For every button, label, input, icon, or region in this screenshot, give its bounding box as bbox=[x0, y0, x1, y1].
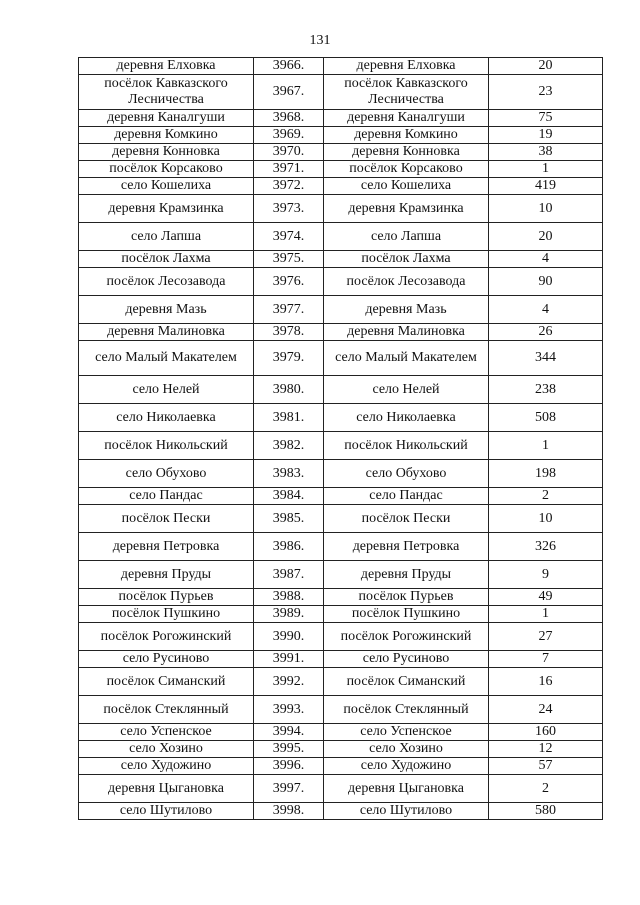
row-index-cell: 3966. bbox=[254, 58, 324, 75]
table-row bbox=[79, 533, 603, 561]
row-index-cell: 3968. bbox=[254, 110, 324, 127]
row-index-cell: 3986. bbox=[254, 533, 324, 561]
table-row bbox=[79, 589, 603, 606]
row-index-cell: 3995. bbox=[254, 741, 324, 758]
count-cell: 198 bbox=[489, 460, 603, 488]
settlement-name-cell: село Николаевка bbox=[79, 404, 254, 432]
settlement-name-cell: село Пандас bbox=[79, 488, 254, 505]
table-row bbox=[79, 488, 603, 505]
settlement-name-cell: деревня Комкино bbox=[79, 127, 254, 144]
row-index-cell: 3973. bbox=[254, 195, 324, 223]
row-index-cell: 3970. bbox=[254, 144, 324, 161]
count-cell: 10 bbox=[489, 505, 603, 533]
row-index-cell: 3967. bbox=[254, 75, 324, 110]
settlement-name-cell: посёлок Никольский bbox=[79, 432, 254, 460]
settlement-name-cell: деревня Каналгуши bbox=[79, 110, 254, 127]
table-row bbox=[79, 144, 603, 161]
row-index-cell: 3978. bbox=[254, 324, 324, 341]
settlement-name-cell: посёлок Рогожинский bbox=[79, 623, 254, 651]
locality-name-cell: село Шутилово bbox=[324, 803, 489, 820]
row-index-cell: 3983. bbox=[254, 460, 324, 488]
count-cell: 90 bbox=[489, 268, 603, 296]
count-cell: 419 bbox=[489, 178, 603, 195]
locality-name-cell: посёлок Корсаково bbox=[324, 161, 489, 178]
row-index-cell: 3976. bbox=[254, 268, 324, 296]
table-row bbox=[79, 668, 603, 696]
table-row bbox=[79, 404, 603, 432]
table-row bbox=[79, 651, 603, 668]
count-cell: 24 bbox=[489, 696, 603, 724]
count-cell: 160 bbox=[489, 724, 603, 741]
settlement-name-cell: деревня Елховка bbox=[79, 58, 254, 75]
count-cell: 238 bbox=[489, 376, 603, 404]
table-row bbox=[79, 505, 603, 533]
table-row bbox=[79, 75, 603, 110]
settlement-name-cell: посёлок Корсаково bbox=[79, 161, 254, 178]
settlement-name-cell: село Лапша bbox=[79, 223, 254, 251]
count-cell: 9 bbox=[489, 561, 603, 589]
locality-name-cell: село Кошелиха bbox=[324, 178, 489, 195]
count-cell: 1 bbox=[489, 606, 603, 623]
count-cell: 1 bbox=[489, 161, 603, 178]
count-cell: 1 bbox=[489, 432, 603, 460]
locality-name-cell: село Николаевка bbox=[324, 404, 489, 432]
count-cell: 27 bbox=[489, 623, 603, 651]
locality-name-cell: село Художино bbox=[324, 758, 489, 775]
table-row bbox=[79, 251, 603, 268]
count-cell: 75 bbox=[489, 110, 603, 127]
table-row bbox=[79, 803, 603, 820]
count-cell: 344 bbox=[489, 341, 603, 376]
count-cell: 4 bbox=[489, 251, 603, 268]
row-index-cell: 3982. bbox=[254, 432, 324, 460]
locality-name-cell: деревня Малиновка bbox=[324, 324, 489, 341]
table-row bbox=[79, 58, 603, 75]
locality-name-cell: село Хозино bbox=[324, 741, 489, 758]
settlement-name-cell: деревня Малиновка bbox=[79, 324, 254, 341]
row-index-cell: 3988. bbox=[254, 589, 324, 606]
count-cell: 57 bbox=[489, 758, 603, 775]
row-index-cell: 3981. bbox=[254, 404, 324, 432]
settlement-name-cell: посёлок Кавказского Лесничества bbox=[79, 75, 254, 110]
count-cell: 49 bbox=[489, 589, 603, 606]
settlement-name-cell: посёлок Симанский bbox=[79, 668, 254, 696]
settlements-table bbox=[78, 57, 603, 820]
settlement-name-cell: село Нелей bbox=[79, 376, 254, 404]
table-row bbox=[79, 561, 603, 589]
row-index-cell: 3985. bbox=[254, 505, 324, 533]
settlement-name-cell: деревня Крамзинка bbox=[79, 195, 254, 223]
locality-name-cell: посёлок Пурьев bbox=[324, 589, 489, 606]
count-cell: 20 bbox=[489, 223, 603, 251]
settlement-name-cell: село Успенское bbox=[79, 724, 254, 741]
settlement-name-cell: посёлок Стеклянный bbox=[79, 696, 254, 724]
table-row bbox=[79, 460, 603, 488]
locality-name-cell: деревня Пруды bbox=[324, 561, 489, 589]
page-number: 131 bbox=[309, 33, 331, 48]
settlement-name-cell: деревня Петровка bbox=[79, 533, 254, 561]
row-index-cell: 3975. bbox=[254, 251, 324, 268]
row-index-cell: 3998. bbox=[254, 803, 324, 820]
row-index-cell: 3990. bbox=[254, 623, 324, 651]
table-row bbox=[79, 623, 603, 651]
table-row bbox=[79, 110, 603, 127]
count-cell: 16 bbox=[489, 668, 603, 696]
locality-name-cell: деревня Крамзинка bbox=[324, 195, 489, 223]
count-cell: 10 bbox=[489, 195, 603, 223]
locality-name-cell: деревня Каналгуши bbox=[324, 110, 489, 127]
table-row bbox=[79, 161, 603, 178]
table-row bbox=[79, 696, 603, 724]
locality-name-cell: посёлок Никольский bbox=[324, 432, 489, 460]
count-cell: 508 bbox=[489, 404, 603, 432]
locality-name-cell: село Обухово bbox=[324, 460, 489, 488]
settlements-table-body bbox=[79, 58, 603, 820]
table-row bbox=[79, 324, 603, 341]
table-row bbox=[79, 127, 603, 144]
table-row bbox=[79, 223, 603, 251]
locality-name-cell: посёлок Кавказского Лесничества bbox=[324, 75, 489, 110]
row-index-cell: 3977. bbox=[254, 296, 324, 324]
locality-name-cell: деревня Цыгановка bbox=[324, 775, 489, 803]
count-cell: 20 bbox=[489, 58, 603, 75]
locality-name-cell: село Малый Макателем bbox=[324, 341, 489, 376]
settlement-name-cell: село Обухово bbox=[79, 460, 254, 488]
settlement-name-cell: посёлок Пески bbox=[79, 505, 254, 533]
settlement-name-cell: село Русиново bbox=[79, 651, 254, 668]
count-cell: 4 bbox=[489, 296, 603, 324]
table-row bbox=[79, 741, 603, 758]
row-index-cell: 3992. bbox=[254, 668, 324, 696]
locality-name-cell: посёлок Пески bbox=[324, 505, 489, 533]
row-index-cell: 3979. bbox=[254, 341, 324, 376]
settlement-name-cell: посёлок Лесозавода bbox=[79, 268, 254, 296]
table-row bbox=[79, 195, 603, 223]
settlement-name-cell: деревня Мазь bbox=[79, 296, 254, 324]
table-row bbox=[79, 268, 603, 296]
row-index-cell: 3971. bbox=[254, 161, 324, 178]
row-index-cell: 3997. bbox=[254, 775, 324, 803]
table-row bbox=[79, 341, 603, 376]
locality-name-cell: деревня Мазь bbox=[324, 296, 489, 324]
locality-name-cell: посёлок Симанский bbox=[324, 668, 489, 696]
locality-name-cell: деревня Комкино bbox=[324, 127, 489, 144]
table-row bbox=[79, 775, 603, 803]
count-cell: 12 bbox=[489, 741, 603, 758]
table-row bbox=[79, 376, 603, 404]
count-cell: 326 bbox=[489, 533, 603, 561]
settlement-name-cell: деревня Пруды bbox=[79, 561, 254, 589]
row-index-cell: 3993. bbox=[254, 696, 324, 724]
table-row bbox=[79, 724, 603, 741]
row-index-cell: 3989. bbox=[254, 606, 324, 623]
count-cell: 26 bbox=[489, 324, 603, 341]
locality-name-cell: посёлок Рогожинский bbox=[324, 623, 489, 651]
settlement-name-cell: село Малый Макателем bbox=[79, 341, 254, 376]
row-index-cell: 3969. bbox=[254, 127, 324, 144]
row-index-cell: 3972. bbox=[254, 178, 324, 195]
count-cell: 38 bbox=[489, 144, 603, 161]
settlement-name-cell: посёлок Лахма bbox=[79, 251, 254, 268]
settlement-name-cell: село Шутилово bbox=[79, 803, 254, 820]
table-row bbox=[79, 606, 603, 623]
locality-name-cell: село Успенское bbox=[324, 724, 489, 741]
row-index-cell: 3987. bbox=[254, 561, 324, 589]
table-row bbox=[79, 432, 603, 460]
settlement-name-cell: село Хозино bbox=[79, 741, 254, 758]
locality-name-cell: деревня Елховка bbox=[324, 58, 489, 75]
count-cell: 580 bbox=[489, 803, 603, 820]
locality-name-cell: деревня Конновка bbox=[324, 144, 489, 161]
table-row bbox=[79, 758, 603, 775]
settlement-name-cell: посёлок Пурьев bbox=[79, 589, 254, 606]
row-index-cell: 3991. bbox=[254, 651, 324, 668]
settlement-name-cell: село Художино bbox=[79, 758, 254, 775]
locality-name-cell: село Нелей bbox=[324, 376, 489, 404]
settlement-name-cell: село Кошелиха bbox=[79, 178, 254, 195]
row-index-cell: 3974. bbox=[254, 223, 324, 251]
locality-name-cell: село Русиново bbox=[324, 651, 489, 668]
row-index-cell: 3984. bbox=[254, 488, 324, 505]
count-cell: 2 bbox=[489, 775, 603, 803]
locality-name-cell: село Пандас bbox=[324, 488, 489, 505]
count-cell: 2 bbox=[489, 488, 603, 505]
locality-name-cell: посёлок Пушкино bbox=[324, 606, 489, 623]
count-cell: 19 bbox=[489, 127, 603, 144]
locality-name-cell: деревня Петровка bbox=[324, 533, 489, 561]
row-index-cell: 3994. bbox=[254, 724, 324, 741]
settlement-name-cell: деревня Конновка bbox=[79, 144, 254, 161]
table-row bbox=[79, 296, 603, 324]
locality-name-cell: посёлок Лахма bbox=[324, 251, 489, 268]
count-cell: 23 bbox=[489, 75, 603, 110]
row-index-cell: 3980. bbox=[254, 376, 324, 404]
locality-name-cell: село Лапша bbox=[324, 223, 489, 251]
settlement-name-cell: посёлок Пушкино bbox=[79, 606, 254, 623]
locality-name-cell: посёлок Стеклянный bbox=[324, 696, 489, 724]
count-cell: 7 bbox=[489, 651, 603, 668]
locality-name-cell: посёлок Лесозавода bbox=[324, 268, 489, 296]
table-row bbox=[79, 178, 603, 195]
settlement-name-cell: деревня Цыгановка bbox=[79, 775, 254, 803]
row-index-cell: 3996. bbox=[254, 758, 324, 775]
